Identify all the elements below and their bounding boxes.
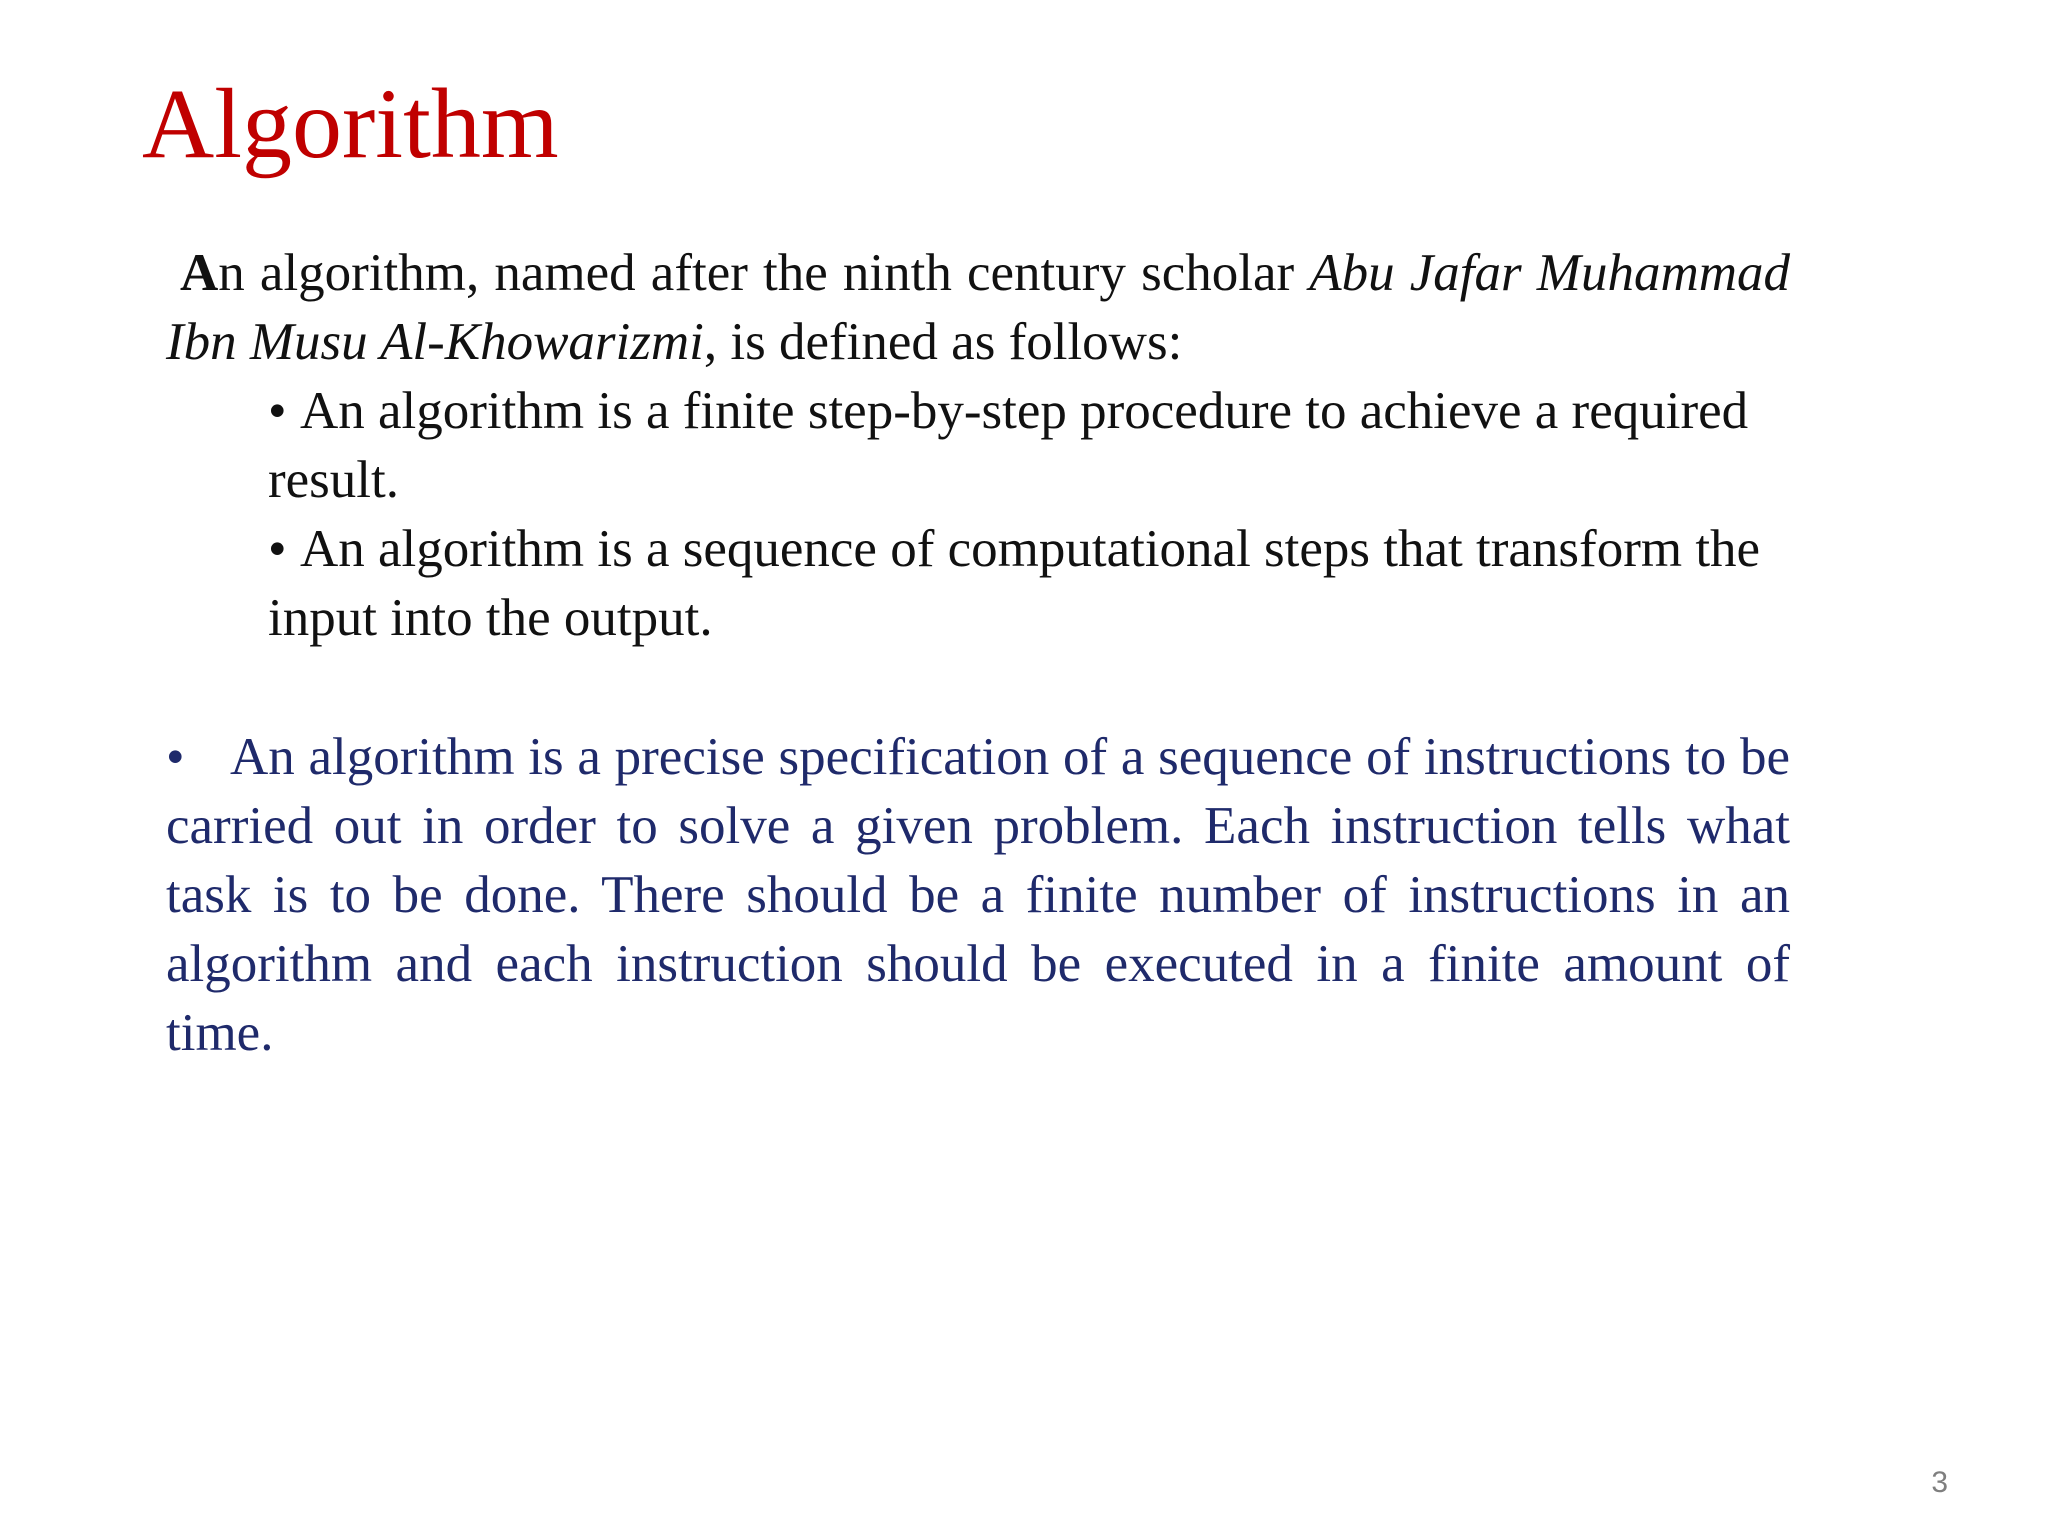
- intro-lead-rest: n algorithm, named after the ninth century scholar: [218, 244, 1310, 302]
- intro-text: [166, 239, 1790, 377]
- specification-paragraph: [166, 723, 1790, 1068]
- bullet-marker: •: [268, 520, 287, 578]
- specification-text: An algorithm is a precise specification of a sequence of instructions to be carried out in order to solve a given problem. Each instruction tells what task is to be done. There should be a finite number of instructions in an algorithm and each instruction should be executed in a finite amount of time.: [166, 728, 1790, 1062]
- scholar-name: Abu Jafar Muhammad Ibn Musu Al-Khowarizmi: [166, 244, 1790, 371]
- intro-lead-letter: A: [180, 244, 219, 302]
- bullet-marker: •: [268, 382, 287, 440]
- definition-item: [268, 377, 1788, 515]
- definition-list: [268, 377, 1788, 653]
- intro-tail: , is defined as follows:: [703, 313, 1183, 371]
- slide-title: Algorithm: [142, 68, 559, 179]
- definition-text: An algorithm is a sequence of computational steps that transform the input into the output.: [268, 520, 1761, 647]
- page-number: 3: [1931, 1466, 1948, 1499]
- definition-text: An algorithm is a finite step-by-step procedure to achieve a required result.: [268, 382, 1749, 509]
- bullet-marker: •: [166, 728, 185, 786]
- definition-item: [268, 515, 1788, 653]
